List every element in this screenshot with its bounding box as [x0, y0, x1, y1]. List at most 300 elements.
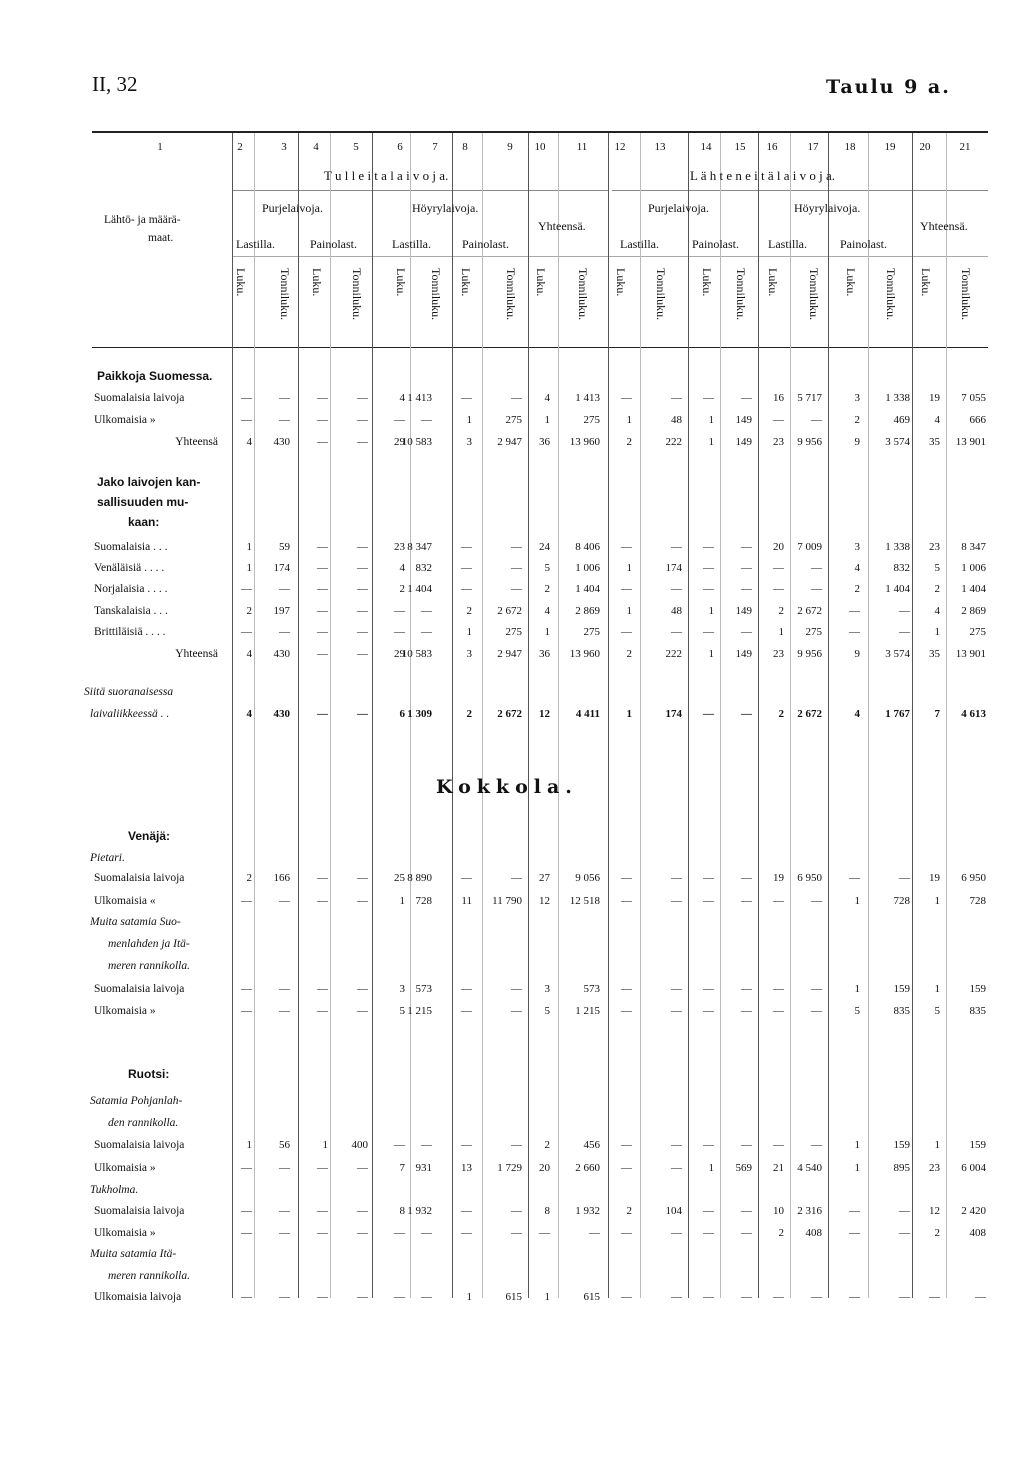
table-cell: 23	[929, 1162, 940, 1174]
table-cell: 1	[246, 541, 252, 553]
count-header: Luku.	[700, 268, 714, 297]
table-cell: —	[317, 414, 328, 426]
table-cell: —	[357, 1162, 368, 1174]
table-cell: —	[671, 1227, 682, 1239]
table-cell: 3	[399, 983, 405, 995]
sail-ships-departed: Purjelaivoja.	[648, 201, 709, 215]
row-label: Suomalaisia laivoja	[94, 1205, 185, 1217]
column-number: 6	[397, 141, 403, 153]
table-cell: 1	[626, 562, 632, 574]
table-cell: —	[317, 1005, 328, 1017]
table-cell: —	[811, 562, 822, 574]
table-cell: —	[703, 1291, 714, 1303]
section-title: Ruotsi:	[128, 1067, 170, 1081]
table-cell: 2	[466, 708, 472, 720]
table-cell: —	[671, 392, 682, 404]
table-cell: 104	[665, 1205, 682, 1217]
table-cell: 1	[322, 1139, 328, 1151]
column-number: 1	[157, 141, 163, 153]
table-cell: —	[357, 626, 368, 638]
table-cell: 20	[539, 1162, 550, 1174]
table-cell: 2	[778, 1227, 784, 1239]
table-cell: 10	[773, 1205, 784, 1217]
table-cell: 159	[969, 983, 986, 995]
table-cell: —	[703, 895, 714, 907]
table-cell: —	[421, 626, 432, 638]
column-line	[608, 133, 609, 1298]
table-cell: —	[703, 708, 714, 720]
table-cell: —	[899, 605, 910, 617]
table-cell: 1 338	[885, 392, 910, 404]
table-cell: —	[671, 541, 682, 553]
table-cell: 56	[279, 1139, 290, 1151]
table-cell: 23	[773, 436, 784, 448]
column-line	[946, 133, 947, 1298]
table-cell: 27	[539, 872, 550, 884]
table-cell: 8	[544, 1205, 550, 1217]
group-rule-arrived	[232, 190, 608, 191]
section-title-line: sallisuuden mu-	[97, 495, 189, 509]
table-cell: —	[703, 1227, 714, 1239]
table-cell: 1	[544, 414, 550, 426]
table-cell: —	[703, 1139, 714, 1151]
table-cell: 2 672	[497, 605, 522, 617]
row-label: Norjalaisia . . . .	[94, 583, 168, 595]
table-cell: 48	[671, 414, 682, 426]
table-cell: —	[811, 1005, 822, 1017]
table-cell: 1 309	[407, 708, 432, 720]
table-cell: —	[539, 1227, 550, 1239]
column-line	[254, 133, 255, 1298]
column-number: 17	[807, 141, 819, 153]
table-cell: 4	[246, 648, 252, 660]
count-header: Luku.	[919, 268, 933, 297]
table-cell: 4	[854, 562, 860, 574]
table-cell: —	[671, 983, 682, 995]
table-cell: 2	[399, 583, 405, 595]
table-cell: 615	[583, 1291, 600, 1303]
table-cell: 4 540	[797, 1162, 822, 1174]
table-cell: —	[773, 1291, 784, 1303]
table-cell: 25	[394, 872, 405, 884]
table-cell: —	[357, 983, 368, 995]
table-cell: 1 932	[575, 1205, 600, 1217]
table-cell: 1	[544, 626, 550, 638]
table-cell: 1	[399, 895, 405, 907]
table-cell: —	[279, 1227, 290, 1239]
table-cell: 2	[854, 583, 860, 595]
table-cell: —	[849, 1227, 860, 1239]
table-cell: —	[811, 1291, 822, 1303]
row-label: Brittiläisiä . . . .	[94, 626, 166, 638]
table-cell: 1	[466, 1291, 472, 1303]
table-cell: —	[357, 872, 368, 884]
column-number: 2	[237, 141, 243, 153]
column-number: 7	[432, 141, 438, 153]
subsection-title-line: Muita satamia Suo-	[90, 916, 181, 928]
table-cell: 1	[854, 895, 860, 907]
table-cell: —	[849, 1205, 860, 1217]
table-cell: 1	[708, 414, 714, 426]
table-cell: —	[461, 541, 472, 553]
table-cell: 1	[246, 562, 252, 574]
table-cell: —	[461, 1005, 472, 1017]
table-cell: —	[849, 605, 860, 617]
subsection-title-line: Muita satamia Itä-	[90, 1248, 177, 1260]
row-label: Ulkomaisia »	[94, 1162, 156, 1174]
table-cell: 3 574	[885, 436, 910, 448]
table-cell: 9 956	[797, 648, 822, 660]
table-cell: 8 406	[575, 541, 600, 553]
count-header: Luku.	[310, 268, 324, 297]
table-cell: 2	[246, 872, 252, 884]
table-cell: —	[357, 895, 368, 907]
group-rule-departed	[612, 190, 988, 191]
table-cell: 4	[934, 605, 940, 617]
table-cell: 1	[626, 605, 632, 617]
tonnage-header: Tonniluku.	[350, 268, 364, 321]
table-cell: 1	[934, 895, 940, 907]
table-cell: 1 413	[407, 392, 432, 404]
table-cell: —	[279, 1291, 290, 1303]
tonnage-header: Tonniluku.	[807, 268, 821, 321]
table-cell: 19	[929, 392, 940, 404]
table-cell: 222	[665, 436, 682, 448]
table-cell: —	[357, 1005, 368, 1017]
table-cell: —	[357, 1227, 368, 1239]
loaded-header: Lastilla.	[768, 237, 807, 251]
table-cell: —	[317, 392, 328, 404]
table-cell: 430	[273, 648, 290, 660]
tonnage-header: Tonniluku.	[278, 268, 292, 321]
count-header: Luku.	[394, 268, 408, 297]
table-cell: —	[241, 626, 252, 638]
table-cell: —	[357, 414, 368, 426]
table-cell: 275	[583, 626, 600, 638]
table-cell: —	[511, 1005, 522, 1017]
subsection-title: Pietari.	[90, 852, 125, 864]
table-cell: —	[394, 1291, 405, 1303]
table-cell: —	[621, 895, 632, 907]
table-cell: —	[357, 1205, 368, 1217]
table-cell: 1	[708, 648, 714, 660]
tonnage-header: Tonniluku.	[576, 268, 590, 321]
table-cell: 1	[544, 1291, 550, 1303]
table-cell: —	[899, 1291, 910, 1303]
table-cell: 149	[735, 414, 752, 426]
table-cell: 3	[854, 541, 860, 553]
table-cell: —	[394, 1139, 405, 1151]
table-cell: 275	[505, 414, 522, 426]
table-cell: 5	[934, 562, 940, 574]
table-cell: 2 660	[575, 1162, 600, 1174]
table-cell: 1 932	[407, 1205, 432, 1217]
table-cell: 1	[246, 1139, 252, 1151]
count-header: Luku.	[766, 268, 780, 297]
table-cell: 835	[969, 1005, 986, 1017]
table-cell: 1 006	[575, 562, 600, 574]
table-cell: 149	[735, 605, 752, 617]
table-cell: —	[394, 605, 405, 617]
table-cell: —	[773, 562, 784, 574]
row-label: Yhteensä	[175, 648, 218, 660]
table-cell: —	[741, 541, 752, 553]
table-cell: 7 055	[961, 392, 986, 404]
table-cell: —	[511, 983, 522, 995]
table-cell: 4	[544, 392, 550, 404]
table-cell: 13 960	[569, 436, 600, 448]
table-cell: 35	[929, 648, 940, 660]
table-cell: —	[511, 872, 522, 884]
table-cell: —	[849, 872, 860, 884]
table-cell: —	[421, 605, 432, 617]
table-cell: 1	[466, 626, 472, 638]
table-cell: 10 583	[401, 436, 432, 448]
table-cell: —	[671, 1162, 682, 1174]
table-cell: 5	[399, 1005, 405, 1017]
table-cell: 1 404	[407, 583, 432, 595]
table-cell: 2 947	[497, 648, 522, 660]
table-cell: 1	[854, 1162, 860, 1174]
table-cell: 4	[934, 414, 940, 426]
table-cell: —	[317, 436, 328, 448]
table-cell: 8	[399, 1205, 405, 1217]
table-cell: 21	[773, 1162, 784, 1174]
table-cell: 4	[246, 436, 252, 448]
table-cell: —	[741, 1139, 752, 1151]
row-label: Tanskalaisia . . .	[94, 605, 168, 617]
table-cell: —	[703, 562, 714, 574]
table-cell: 9 056	[575, 872, 600, 884]
table-cell: 23	[929, 541, 940, 553]
ballast-header: Painolast.	[840, 237, 887, 251]
column-number: 18	[844, 141, 856, 153]
page-number: II, 32	[92, 72, 138, 96]
table-cell: 10 583	[401, 648, 432, 660]
column-number: 13	[654, 141, 666, 153]
table-cell: 12	[539, 708, 550, 720]
table-cell: 7	[399, 1162, 405, 1174]
table-cell: 9 956	[797, 436, 822, 448]
table-cell: 1	[854, 1139, 860, 1151]
table-cell: 1 215	[575, 1005, 600, 1017]
table-cell: 2	[854, 414, 860, 426]
table-cell: 275	[583, 414, 600, 426]
table-cell: —	[357, 541, 368, 553]
table-cell: 895	[893, 1162, 910, 1174]
table-cell: —	[671, 1291, 682, 1303]
section-title-line: kaan:	[128, 515, 160, 529]
table-cell: 2	[544, 583, 550, 595]
table-cell: 573	[583, 983, 600, 995]
table-cell: —	[741, 1227, 752, 1239]
column-number: 10	[534, 141, 546, 153]
table-cell: —	[773, 414, 784, 426]
column-number: 4	[313, 141, 319, 153]
arrived-header: T u l l e i t a l a i v o j a.	[324, 168, 449, 183]
table-cell: 9	[854, 436, 860, 448]
table-cell: 11	[461, 895, 472, 907]
table-cell: 1 413	[575, 392, 600, 404]
table-cell: 3	[544, 983, 550, 995]
table-cell: 1 215	[407, 1005, 432, 1017]
table-cell: —	[621, 1162, 632, 1174]
column-line	[868, 133, 869, 1298]
table-cell: 3	[466, 648, 472, 660]
table-cell: 573	[415, 983, 432, 995]
city-title: Kokkola.	[436, 776, 578, 798]
column-number: 14	[700, 141, 712, 153]
column-number: 16	[766, 141, 778, 153]
table-cell: 1	[626, 708, 632, 720]
table-cell: —	[741, 1005, 752, 1017]
table-cell: —	[241, 1005, 252, 1017]
table-cell: 13 901	[955, 436, 986, 448]
table-cell: 1	[466, 414, 472, 426]
table-cell: 430	[273, 436, 290, 448]
table-cell: —	[773, 895, 784, 907]
column-line	[298, 133, 299, 1298]
table-cell: 2 672	[497, 708, 522, 720]
subsection-title-line: menlahden ja Itä-	[108, 938, 190, 950]
table-cell: —	[461, 392, 472, 404]
row-label: Yhteensä	[175, 436, 218, 448]
table-cell: —	[241, 414, 252, 426]
table-cell: 3	[466, 436, 472, 448]
table-cell: —	[461, 583, 472, 595]
table-cell: 1 404	[961, 583, 986, 595]
table-cell: 4	[399, 562, 405, 574]
section-title-line: Jako laivojen kan-	[97, 475, 201, 489]
table-cell: —	[461, 1139, 472, 1151]
table-cell: 1	[934, 1139, 940, 1151]
table-cell: —	[773, 983, 784, 995]
table-cell: —	[279, 392, 290, 404]
table-cell: 166	[273, 872, 290, 884]
table-cell: —	[394, 1227, 405, 1239]
row-label: Ulkomaisia »	[94, 414, 156, 426]
table-cell: 6 004	[961, 1162, 986, 1174]
table-cell: 6	[399, 708, 405, 720]
table-cell: 2	[466, 605, 472, 617]
table-cell: —	[317, 1227, 328, 1239]
table-cell: 835	[893, 1005, 910, 1017]
table-cell: 4	[246, 708, 252, 720]
column-number: 19	[884, 141, 896, 153]
table-cell: —	[511, 1227, 522, 1239]
table-cell: —	[621, 541, 632, 553]
table-cell: —	[279, 414, 290, 426]
table-cell: —	[621, 1005, 632, 1017]
table-cell: —	[811, 414, 822, 426]
table-cell: 11 790	[492, 895, 522, 907]
column-line	[912, 133, 913, 1298]
table-cell: 1 404	[885, 583, 910, 595]
table-cell: —	[317, 872, 328, 884]
table-cell: —	[671, 872, 682, 884]
table-cell: —	[357, 562, 368, 574]
table-cell: 174	[665, 562, 682, 574]
table-cell: 197	[273, 605, 290, 617]
table-cell: 8 890	[407, 872, 432, 884]
subsection-title: Tukholma.	[90, 1184, 139, 1196]
table-cell: 13 901	[955, 648, 986, 660]
table-cell: 6 950	[961, 872, 986, 884]
table-cell: 19	[929, 872, 940, 884]
column-line	[452, 133, 453, 1298]
table-cell: 5	[854, 1005, 860, 1017]
table-cell: 19	[773, 872, 784, 884]
column-number: 12	[614, 141, 626, 153]
table-cell: 666	[969, 414, 986, 426]
table-cell: —	[671, 1005, 682, 1017]
direct-label-line1: Siitä suoranaisessa	[84, 686, 174, 698]
column-line	[640, 133, 641, 1298]
table-cell: —	[279, 1162, 290, 1174]
table-cell: 7	[934, 708, 940, 720]
table-cell: 12	[539, 895, 550, 907]
tonnage-header: Tonniluku.	[884, 268, 898, 321]
table-cell: 23	[773, 648, 784, 660]
table-title: Taulu 9 a.	[826, 76, 951, 98]
table-cell: —	[317, 1205, 328, 1217]
total-departed: Yhteensä.	[920, 219, 968, 233]
loaded-header: Lastilla.	[236, 237, 275, 251]
table-cell: 12	[929, 1205, 940, 1217]
table-cell: —	[279, 1205, 290, 1217]
table-cell: 275	[805, 626, 822, 638]
table-cell: 16	[773, 392, 784, 404]
table-cell: 456	[583, 1139, 600, 1151]
table-cell: 728	[969, 895, 986, 907]
table-cell: 2 947	[497, 436, 522, 448]
table-cell: —	[421, 1227, 432, 1239]
table-cell: 832	[893, 562, 910, 574]
table-cell: —	[703, 392, 714, 404]
table-cell: —	[279, 583, 290, 595]
table-cell: 400	[351, 1139, 368, 1151]
subsection-title-line: meren rannikolla.	[108, 960, 190, 972]
table-cell: 4	[854, 708, 860, 720]
table-cell: 2	[626, 648, 632, 660]
table-cell: 1	[934, 626, 940, 638]
table-cell: 728	[893, 895, 910, 907]
table-cell: 832	[415, 562, 432, 574]
table-cell: —	[317, 605, 328, 617]
row-label: Ulkomaisia «	[94, 895, 156, 907]
table-cell: —	[357, 605, 368, 617]
table-cell: 6 950	[797, 872, 822, 884]
section-title: Venäjä:	[128, 829, 171, 843]
table-cell: —	[621, 1291, 632, 1303]
table-cell: 4 613	[961, 708, 986, 720]
table-cell: 5 717	[797, 392, 822, 404]
table-cell: —	[773, 583, 784, 595]
column-line	[688, 133, 689, 1298]
column-line	[558, 133, 559, 1298]
table-cell: —	[357, 648, 368, 660]
table-cell: —	[357, 436, 368, 448]
table-cell: —	[241, 1162, 252, 1174]
section-title: Paikkoja Suomessa.	[97, 369, 213, 383]
table-cell: 2	[778, 708, 784, 720]
table-cell: —	[511, 1139, 522, 1151]
table-cell: 1 006	[961, 562, 986, 574]
count-header: Luku.	[614, 268, 628, 297]
table-cell: 149	[735, 436, 752, 448]
table-cell: 24	[539, 541, 550, 553]
tonnage-header: Tonniluku.	[504, 268, 518, 321]
